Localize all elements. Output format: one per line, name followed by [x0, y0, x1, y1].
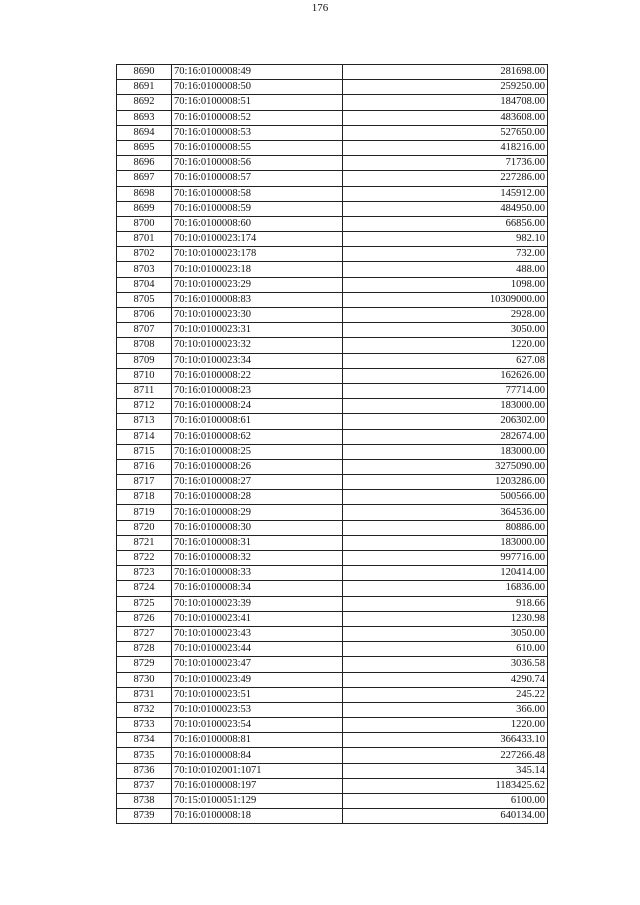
cadastral-number-cell: 70:10:0100023:30 [172, 308, 343, 323]
table-row [117, 794, 548, 809]
value-cell: 627.08 [343, 353, 548, 368]
table-row [117, 520, 548, 535]
value-cell: 80886.00 [343, 520, 548, 535]
cadastral-number-cell: 70:10:0100023:174 [172, 232, 343, 247]
cadastral-number-cell: 70:10:0100023:29 [172, 277, 343, 292]
table-row [117, 323, 548, 338]
row-number-cell: 8726 [117, 611, 172, 626]
cadastral-number-cell: 70:10:0100023:51 [172, 687, 343, 702]
table-row [117, 399, 548, 414]
value-cell: 997716.00 [343, 551, 548, 566]
value-cell: 1220.00 [343, 718, 548, 733]
value-cell: 484950.00 [343, 201, 548, 216]
table-row [117, 733, 548, 748]
value-cell: 10309000.00 [343, 292, 548, 307]
row-number-cell: 8721 [117, 535, 172, 550]
table-row [117, 65, 548, 80]
row-number-cell: 8719 [117, 505, 172, 520]
table-row [117, 277, 548, 292]
row-number-cell: 8733 [117, 718, 172, 733]
value-cell: 281698.00 [343, 65, 548, 80]
value-cell: 364536.00 [343, 505, 548, 520]
table-body [117, 65, 548, 824]
row-number-cell: 8712 [117, 399, 172, 414]
cadastral-number-cell: 70:10:0100023:43 [172, 626, 343, 641]
table-row [117, 95, 548, 110]
row-number-cell: 8734 [117, 733, 172, 748]
cadastral-number-cell: 70:16:0100008:32 [172, 551, 343, 566]
row-number-cell: 8720 [117, 520, 172, 535]
row-number-cell: 8707 [117, 323, 172, 338]
table-row [117, 247, 548, 262]
table-row [117, 748, 548, 763]
cadastral-number-cell: 70:10:0102001:1071 [172, 763, 343, 778]
table-row [117, 672, 548, 687]
row-number-cell: 8708 [117, 338, 172, 353]
cadastral-number-cell: 70:16:0100008:61 [172, 414, 343, 429]
row-number-cell: 8695 [117, 140, 172, 155]
cadastral-number-cell: 70:16:0100008:84 [172, 748, 343, 763]
row-number-cell: 8713 [117, 414, 172, 429]
cadastral-number-cell: 70:10:0100023:39 [172, 596, 343, 611]
row-number-cell: 8694 [117, 125, 172, 140]
cadastral-number-cell: 70:16:0100008:24 [172, 399, 343, 414]
cadastral-number-cell: 70:10:0100023:32 [172, 338, 343, 353]
table-row [117, 490, 548, 505]
cadastral-number-cell: 70:16:0100008:31 [172, 535, 343, 550]
table-row [117, 353, 548, 368]
table-row [117, 80, 548, 95]
cadastral-number-cell: 70:16:0100008:58 [172, 186, 343, 201]
table-row [117, 125, 548, 140]
value-cell: 640134.00 [343, 809, 548, 824]
cadastral-number-cell: 70:16:0100008:30 [172, 520, 343, 535]
table-row [117, 551, 548, 566]
table-row [117, 292, 548, 307]
value-cell: 66856.00 [343, 216, 548, 231]
value-cell: 3050.00 [343, 626, 548, 641]
row-number-cell: 8702 [117, 247, 172, 262]
row-number-cell: 8723 [117, 566, 172, 581]
cadastral-number-cell: 70:15:0100051:129 [172, 794, 343, 809]
cadastral-number-cell: 70:16:0100008:57 [172, 171, 343, 186]
value-cell: 259250.00 [343, 80, 548, 95]
row-number-cell: 8722 [117, 551, 172, 566]
cadastral-number-cell: 70:16:0100008:18 [172, 809, 343, 824]
table-row [117, 718, 548, 733]
table-row [117, 232, 548, 247]
row-number-cell: 8697 [117, 171, 172, 186]
value-cell: 77714.00 [343, 383, 548, 398]
cadastral-number-cell: 70:16:0100008:83 [172, 292, 343, 307]
cadastral-number-cell: 70:16:0100008:34 [172, 581, 343, 596]
cadastral-number-cell: 70:10:0100023:44 [172, 642, 343, 657]
row-number-cell: 8717 [117, 475, 172, 490]
row-number-cell: 8735 [117, 748, 172, 763]
table-row [117, 642, 548, 657]
cadastral-number-cell: 70:10:0100023:53 [172, 702, 343, 717]
table-row [117, 687, 548, 702]
cadastral-number-cell: 70:16:0100008:52 [172, 110, 343, 125]
row-number-cell: 8704 [117, 277, 172, 292]
value-cell: 1098.00 [343, 277, 548, 292]
row-number-cell: 8705 [117, 292, 172, 307]
value-cell: 71736.00 [343, 156, 548, 171]
value-cell: 3036.58 [343, 657, 548, 672]
value-cell: 206302.00 [343, 414, 548, 429]
table-row [117, 414, 548, 429]
value-cell: 527650.00 [343, 125, 548, 140]
value-cell: 4290.74 [343, 672, 548, 687]
table-row [117, 444, 548, 459]
row-number-cell: 8714 [117, 429, 172, 444]
value-cell: 500566.00 [343, 490, 548, 505]
row-number-cell: 8737 [117, 778, 172, 793]
cadastral-number-cell: 70:16:0100008:28 [172, 490, 343, 505]
value-cell: 1230.98 [343, 611, 548, 626]
cadastral-value-table [116, 64, 548, 824]
table-row [117, 596, 548, 611]
row-number-cell: 8728 [117, 642, 172, 657]
table-row [117, 383, 548, 398]
table-row [117, 626, 548, 641]
cadastral-number-cell: 70:16:0100008:25 [172, 444, 343, 459]
value-cell: 183000.00 [343, 399, 548, 414]
cadastral-number-cell: 70:16:0100008:22 [172, 368, 343, 383]
value-cell: 982.10 [343, 232, 548, 247]
value-cell: 3275090.00 [343, 459, 548, 474]
value-cell: 732.00 [343, 247, 548, 262]
row-number-cell: 8691 [117, 80, 172, 95]
cadastral-number-cell: 70:10:0100023:178 [172, 247, 343, 262]
cadastral-number-cell: 70:16:0100008:33 [172, 566, 343, 581]
table-row [117, 308, 548, 323]
row-number-cell: 8715 [117, 444, 172, 459]
row-number-cell: 8730 [117, 672, 172, 687]
table-row [117, 581, 548, 596]
table-row [117, 368, 548, 383]
cadastral-number-cell: 70:16:0100008:27 [172, 475, 343, 490]
cadastral-number-cell: 70:16:0100008:81 [172, 733, 343, 748]
value-cell: 610.00 [343, 642, 548, 657]
table-row [117, 156, 548, 171]
value-cell: 162626.00 [343, 368, 548, 383]
table-row [117, 110, 548, 125]
value-cell: 488.00 [343, 262, 548, 277]
value-cell: 418216.00 [343, 140, 548, 155]
cadastral-number-cell: 70:16:0100008:56 [172, 156, 343, 171]
value-cell: 145912.00 [343, 186, 548, 201]
value-cell: 282674.00 [343, 429, 548, 444]
row-number-cell: 8699 [117, 201, 172, 216]
cadastral-number-cell: 70:10:0100023:18 [172, 262, 343, 277]
row-number-cell: 8692 [117, 95, 172, 110]
cadastral-number-cell: 70:16:0100008:53 [172, 125, 343, 140]
row-number-cell: 8698 [117, 186, 172, 201]
row-number-cell: 8736 [117, 763, 172, 778]
value-cell: 366433.10 [343, 733, 548, 748]
table-row [117, 566, 548, 581]
value-cell: 366.00 [343, 702, 548, 717]
table-row [117, 763, 548, 778]
value-cell: 183000.00 [343, 444, 548, 459]
cadastral-number-cell: 70:10:0100023:34 [172, 353, 343, 368]
row-number-cell: 8725 [117, 596, 172, 611]
table-row [117, 535, 548, 550]
row-number-cell: 8738 [117, 794, 172, 809]
row-number-cell: 8696 [117, 156, 172, 171]
value-cell: 1220.00 [343, 338, 548, 353]
value-cell: 2928.00 [343, 308, 548, 323]
row-number-cell: 8732 [117, 702, 172, 717]
cadastral-number-cell: 70:10:0100023:41 [172, 611, 343, 626]
table-row [117, 809, 548, 824]
table-row [117, 505, 548, 520]
cadastral-number-cell: 70:16:0100008:59 [172, 201, 343, 216]
value-cell: 227266.48 [343, 748, 548, 763]
value-cell: 345.14 [343, 763, 548, 778]
row-number-cell: 8710 [117, 368, 172, 383]
cadastral-number-cell: 70:10:0100023:49 [172, 672, 343, 687]
row-number-cell: 8718 [117, 490, 172, 505]
value-cell: 483608.00 [343, 110, 548, 125]
value-cell: 6100.00 [343, 794, 548, 809]
cadastral-number-cell: 70:10:0100023:47 [172, 657, 343, 672]
cadastral-number-cell: 70:16:0100008:60 [172, 216, 343, 231]
value-cell: 3050.00 [343, 323, 548, 338]
cadastral-number-cell: 70:10:0100023:31 [172, 323, 343, 338]
table-row [117, 611, 548, 626]
row-number-cell: 8690 [117, 65, 172, 80]
row-number-cell: 8731 [117, 687, 172, 702]
cadastral-number-cell: 70:16:0100008:49 [172, 65, 343, 80]
page-number: 176 [311, 2, 329, 14]
table-row [117, 778, 548, 793]
cadastral-number-cell: 70:16:0100008:50 [172, 80, 343, 95]
cadastral-number-cell: 70:16:0100008:23 [172, 383, 343, 398]
table-row [117, 201, 548, 216]
row-number-cell: 8711 [117, 383, 172, 398]
table-row [117, 171, 548, 186]
row-number-cell: 8693 [117, 110, 172, 125]
table-row [117, 216, 548, 231]
row-number-cell: 8700 [117, 216, 172, 231]
row-number-cell: 8703 [117, 262, 172, 277]
row-number-cell: 8724 [117, 581, 172, 596]
table-row [117, 475, 548, 490]
value-cell: 16836.00 [343, 581, 548, 596]
value-cell: 120414.00 [343, 566, 548, 581]
table-row [117, 429, 548, 444]
value-cell: 184708.00 [343, 95, 548, 110]
value-cell: 1183425.62 [343, 778, 548, 793]
table-row [117, 140, 548, 155]
row-number-cell: 8716 [117, 459, 172, 474]
row-number-cell: 8709 [117, 353, 172, 368]
table-row [117, 459, 548, 474]
cadastral-number-cell: 70:16:0100008:26 [172, 459, 343, 474]
cadastral-number-cell: 70:16:0100008:51 [172, 95, 343, 110]
cadastral-number-cell: 70:16:0100008:29 [172, 505, 343, 520]
table-row [117, 657, 548, 672]
value-cell: 227286.00 [343, 171, 548, 186]
row-number-cell: 8739 [117, 809, 172, 824]
row-number-cell: 8729 [117, 657, 172, 672]
cadastral-number-cell: 70:16:0100008:55 [172, 140, 343, 155]
value-cell: 245.22 [343, 687, 548, 702]
cadastral-number-cell: 70:16:0100008:197 [172, 778, 343, 793]
value-cell: 183000.00 [343, 535, 548, 550]
cadastral-number-cell: 70:16:0100008:62 [172, 429, 343, 444]
cadastral-number-cell: 70:10:0100023:54 [172, 718, 343, 733]
table-row [117, 262, 548, 277]
row-number-cell: 8706 [117, 308, 172, 323]
value-cell: 1203286.00 [343, 475, 548, 490]
value-cell: 918.66 [343, 596, 548, 611]
table-row [117, 702, 548, 717]
row-number-cell: 8727 [117, 626, 172, 641]
row-number-cell: 8701 [117, 232, 172, 247]
table-row [117, 338, 548, 353]
table-row [117, 186, 548, 201]
